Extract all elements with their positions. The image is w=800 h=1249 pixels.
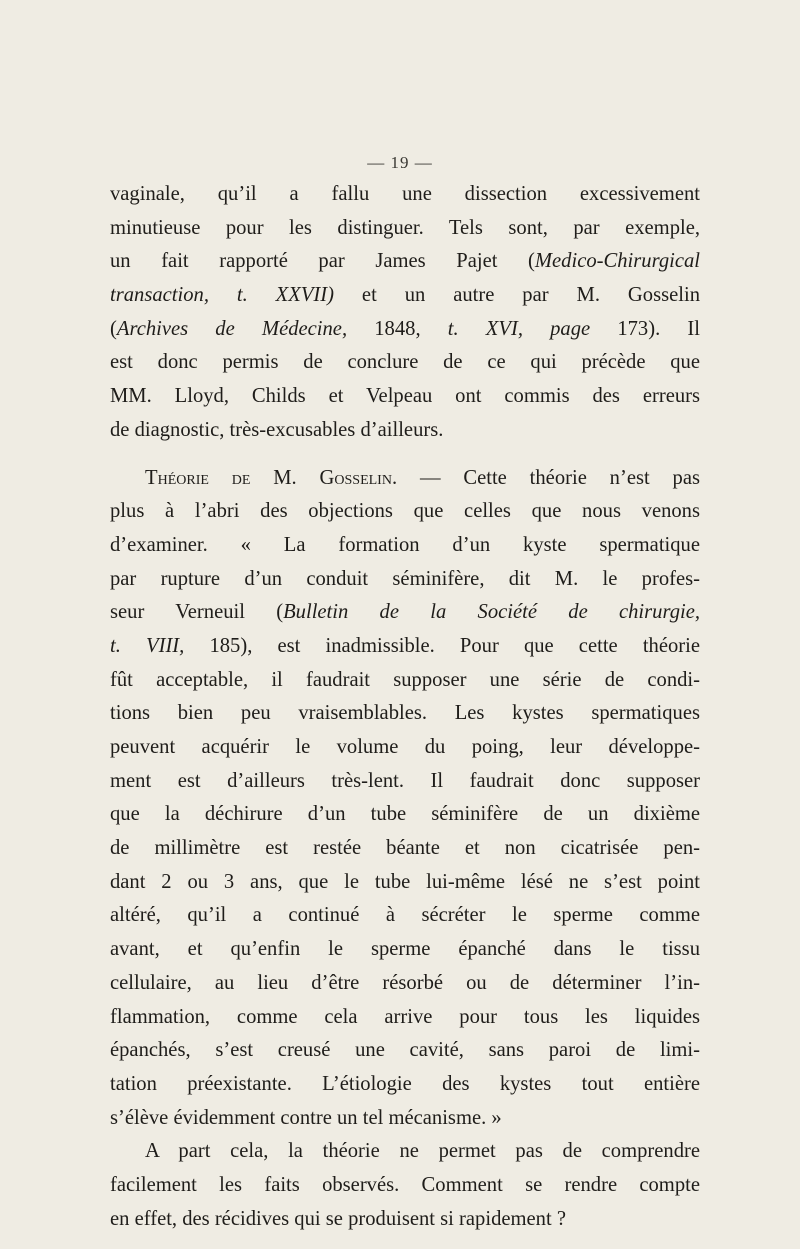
text-line: d’examiner. « La formation d’un kyste spermatique	[110, 533, 700, 556]
text-line: transaction, t. XXVII) et un autre par M. Gosselin	[110, 284, 700, 307]
text-line: tation préexistante. L’étiologie des kystes tout entière	[110, 1072, 700, 1095]
text-line: par rupture d’un conduit séminifère, dit M. le profes-	[110, 567, 700, 590]
text-line: plus à l’abri des objections que celles que nous venons	[110, 500, 700, 523]
citation-volume: t. XVI, page	[447, 317, 591, 340]
citation-title: Medico-Chirurgical	[534, 250, 700, 273]
text-line: flammation, comme cela arrive pour tous les liquides	[110, 1005, 700, 1028]
citation-volume: t. VIII,	[110, 634, 185, 657]
text-line: t. VIII, 185), est inadmissible. Pour que cette théorie	[110, 634, 700, 657]
text-line: altéré, qu’il a continué à sécréter le sperme comme	[110, 904, 700, 927]
citation-title: Archives de Médecine,	[116, 317, 348, 340]
text-line: (Archives de Médecine, 1848, t. XVI, page 173). Il	[110, 317, 700, 340]
page-number: — 19 —	[367, 153, 433, 172]
text-line: facilement les faits observés. Comment se rendre compte	[110, 1173, 700, 1196]
text-line: MM. Lloyd, Childs et Velpeau ont commis des erreurs	[110, 385, 700, 408]
text-line: fût acceptable, il faudrait supposer une série de condi-	[110, 668, 700, 691]
text-line: cellulaire, au lieu d’être résorbé ou de déterminer l’in-	[110, 971, 700, 994]
text-line: est donc permis de conclure de ce qui précède que	[110, 351, 700, 374]
text-line: minutieuse pour les distinguer. Tels sont, par exemple,	[110, 216, 700, 239]
text-line: A part cela, la théorie ne permet pas de comprendre	[145, 1140, 700, 1163]
text-line: tions bien peu vraisemblables. Les kystes spermatiques	[110, 702, 700, 725]
section-heading: Théorie de M. Gosselin.	[145, 466, 398, 489]
text-line: en effet, des récidives qui se produisent si rapidement ?	[110, 1207, 566, 1230]
text-line: peuvent acquérir le volume du poing, leur développe-	[110, 736, 700, 758]
text-line: de diagnostic, très-excusables d’ailleurs.	[110, 418, 444, 441]
text-line: seur Verneuil (Bulletin de la Société de chirurgie,	[110, 601, 700, 624]
text-line: un fait rapporté par James Pajet (Medico-Chirurgical	[110, 250, 700, 273]
text-line: dant 2 ou 3 ans, que le tube lui-même lésé ne s’est point	[110, 870, 700, 893]
text-line: s’élève évidemment contre un tel mécanisme. »	[110, 1106, 502, 1129]
text-line: ment est d’ailleurs très-lent. Il faudrait donc supposer	[110, 769, 700, 792]
text-line: de millimètre est restée béante et non cicatrisée pen-	[110, 837, 700, 860]
text-line: vaginale, qu’il a fallu une dissection excessivement	[110, 183, 700, 205]
text-line: avant, et qu’enfin le sperme épanché dans le tissu	[110, 938, 700, 961]
text-line: épanchés, s’est creusé une cavité, sans paroi de limi-	[110, 1039, 700, 1062]
text-line: que la déchirure d’un tube séminifère de un dixième	[110, 803, 700, 826]
text-line: Théorie de M. Gosselin. — Cette théorie n’est pas	[145, 466, 700, 489]
body-text	[110, 178, 700, 1236]
citation-title: transaction, t. XXVII)	[110, 284, 334, 307]
citation-title: Bulletin de la Société de chirurgie,	[283, 601, 700, 624]
